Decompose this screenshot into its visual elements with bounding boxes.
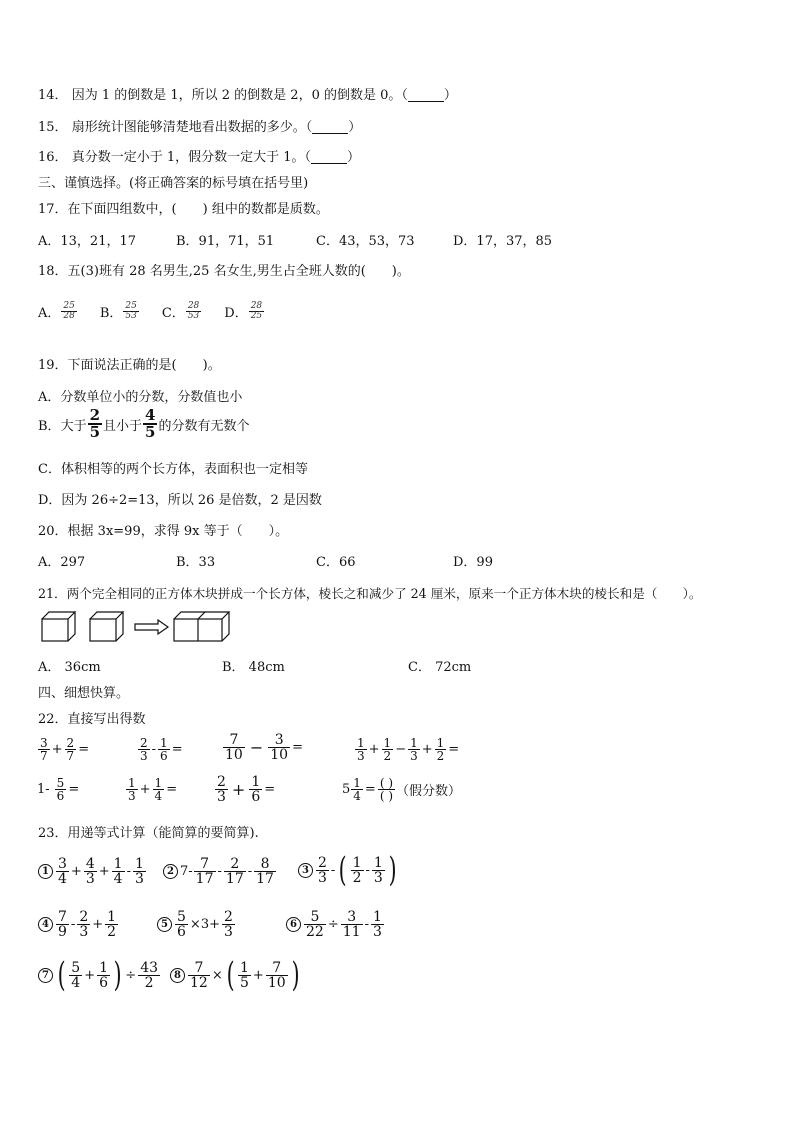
q20-option-a[interactable]: A．297 xyxy=(38,555,86,570)
fraction xyxy=(143,408,157,440)
question-number: 15． xyxy=(38,120,68,135)
q19-option-b[interactable] xyxy=(38,408,249,440)
fraction: $\frac{1}{2}$ xyxy=(107,909,117,940)
q20-option-c[interactable]: C．66 xyxy=(316,555,356,570)
mental-calc-3: $\frac{7}{10}$ − $\frac{3}{10}$ = xyxy=(225,732,303,763)
question-text: 两个完全相同的正方体木块拼成一个长方体，棱长之和减少了 24 厘米，原来一个正方体木块的棱长和是（ ）。 xyxy=(66,586,702,601)
mental-calc-7: $\frac{2}{3}$ + $\frac{1}{6}$ = xyxy=(217,774,276,805)
fraction: $\frac{2}{3}$ xyxy=(79,909,89,940)
question-number: 19． xyxy=(38,358,68,373)
fraction: $\frac{3}{4}$ xyxy=(58,856,67,887)
option-label: A． xyxy=(38,306,61,321)
close-paren: ） xyxy=(347,150,361,165)
option-text: 且小于 xyxy=(103,418,143,434)
q17-option-a[interactable]: A．13，21，17 xyxy=(38,234,137,249)
question-number: 17． xyxy=(38,202,68,217)
question-number: 23． xyxy=(38,826,68,841)
fraction: $\frac{7}{10}$ xyxy=(225,732,243,763)
fraction: $\frac{2}{3}$ xyxy=(223,909,233,940)
question-text: 扇形统计图能够清楚地看出数据的多少。（ xyxy=(71,120,313,135)
fraction: $\frac{1}{3}$ xyxy=(373,854,383,886)
fraction: $\frac{43}{2}$ xyxy=(140,959,159,991)
question-21 xyxy=(38,583,701,602)
numerator: 28 xyxy=(187,301,200,311)
mental-calc-6: $\frac{1}{3}$ + $\frac{1}{4}$ = xyxy=(128,776,178,803)
question-14 xyxy=(38,84,457,103)
cube-icon xyxy=(90,612,123,641)
q21-option-b[interactable]: B． 48cm xyxy=(222,660,285,675)
question-18 xyxy=(38,260,410,279)
fraction: $\frac{8}{17}$ xyxy=(256,856,274,887)
fraction: $\frac{1}{6}$ xyxy=(251,774,261,805)
circled-number: 4 xyxy=(38,917,53,932)
denominator: 53 xyxy=(187,311,200,321)
question-text: 下面说法正确的是( )。 xyxy=(67,358,221,373)
question-text: 真分数一定小于 1，假分数一定大于 1。（ xyxy=(71,150,311,165)
denominator: 5 xyxy=(145,423,156,441)
fraction: $\frac{2}{7}$ xyxy=(66,736,75,763)
question-number: 14． xyxy=(38,88,68,103)
improper-fraction-blank[interactable] xyxy=(378,777,395,802)
fraction: $\frac{7}{12}$ xyxy=(190,959,208,991)
fraction: $\frac{3}{10}$ xyxy=(270,732,289,763)
fraction xyxy=(88,408,102,440)
question-number: 21． xyxy=(38,586,67,601)
q19-option-c[interactable]: C．体积相等的两个长方体，表面积也一定相等 xyxy=(38,462,308,477)
question-text: 根据 3x=99，求得 9x 等于（ ）。 xyxy=(67,524,289,539)
calc-6: 6 $\frac{5}{22}$ ÷ $\frac{3}{11}$ - $\frac{1}{3}$ xyxy=(286,910,385,939)
mental-calc-5: 1- $\frac{5}{6}$ = xyxy=(37,776,80,803)
fraction: $\frac{1}{6}$ xyxy=(99,959,109,991)
calc-4: 4 $\frac{7}{9}$ - $\frac{2}{3}$ + $\frac{1}{2}$ xyxy=(38,910,119,939)
fraction: $\frac{2}{3}$ xyxy=(217,774,226,805)
circled-number: 3 xyxy=(298,863,313,878)
circled-number: 2 xyxy=(163,864,178,879)
denominator: 5 xyxy=(89,423,101,441)
fraction: $\frac{1}{3}$ xyxy=(410,736,418,763)
cube-icon xyxy=(42,612,75,641)
numerator: 25 xyxy=(125,301,137,311)
section-4-heading: 四、细想快算。 xyxy=(38,686,130,701)
fraction: $\frac{7}{9}$ xyxy=(58,909,67,940)
arrow-right-icon xyxy=(135,620,168,634)
question-text: 直接写出得数 xyxy=(67,712,146,727)
question-22 xyxy=(38,708,146,727)
denominator-blank: ( ) xyxy=(379,789,394,803)
fraction: $\frac{1}{4}$ xyxy=(154,776,163,803)
fraction: $\frac{1}{2}$ xyxy=(352,854,362,886)
question-text: 在下面四组数中，( ) 组中的数都是质数。 xyxy=(67,202,329,217)
question-number: 18． xyxy=(38,264,68,279)
question-19 xyxy=(38,354,221,373)
mental-calc-4: $\frac{1}{3}$ + $\frac{1}{2}$ − $\frac{1}{3}$ + $\frac{1}{2}$ = xyxy=(357,736,460,763)
fraction xyxy=(123,302,138,321)
calc-8: 8 $\frac{7}{12}$ × ( $\frac{1}{5}$ + $\frac{7}{10}$ ) xyxy=(170,958,302,992)
question-20 xyxy=(38,520,288,539)
fraction: $\frac{5}{22}$ xyxy=(306,909,324,940)
q19-option-a[interactable]: A．分数单位小的分数，分数值也小 xyxy=(38,390,243,405)
answer-blank[interactable] xyxy=(311,151,347,164)
denominator: 28 xyxy=(63,311,75,321)
answer-blank[interactable] xyxy=(408,89,444,102)
fraction: $\frac{1}{2}$ xyxy=(383,736,392,763)
fraction: $\frac{3}{11}$ xyxy=(342,909,361,940)
mental-calc-1: $\frac{3}{7}$ + $\frac{2}{7}$ = xyxy=(40,736,90,763)
circled-number: 6 xyxy=(286,917,301,932)
calc-5: 5 $\frac{5}{6}$ ×3+ $\frac{2}{3}$ xyxy=(157,910,236,939)
fraction: $\frac{3}{7}$ xyxy=(40,736,48,763)
calc-7: 7 ( $\frac{5}{4}$ + $\frac{1}{6}$ ) ÷ $\frac{43}{2}$ xyxy=(38,958,161,992)
numerator: 2 xyxy=(89,406,101,424)
denominator: 53 xyxy=(125,311,137,321)
mental-calc-8: 5 $\frac{1}{4}$ = $\frac{( )}{( )}$ （假分数） xyxy=(342,776,462,803)
question-16 xyxy=(38,146,360,165)
fraction: $\frac{7}{10}$ xyxy=(267,959,286,991)
option-label: B． xyxy=(38,418,61,434)
calc-3: 3 $\frac{2}{3}$ - ( $\frac{1}{2}$ - $\frac{1}{3}$ ) xyxy=(298,853,399,887)
question-15 xyxy=(38,116,361,135)
fraction xyxy=(186,302,201,321)
option-label: C． xyxy=(161,306,185,321)
circled-number: 5 xyxy=(157,917,172,932)
close-paren: ） xyxy=(348,120,362,135)
cuboid-icon xyxy=(174,612,229,641)
q17-option-c[interactable]: C．43，53，73 xyxy=(316,234,415,249)
fraction: $\frac{7}{17}$ xyxy=(195,856,214,887)
q18-options xyxy=(38,302,265,321)
mental-calc-2: $\frac{2}{3}$ - $\frac{1}{6}$ = xyxy=(140,736,183,763)
q20-option-b[interactable]: B．33 xyxy=(176,555,216,570)
question-number: 16． xyxy=(38,150,68,165)
fraction: $\frac{4}{3}$ xyxy=(85,856,95,887)
q17-option-d[interactable]: D．17，37，85 xyxy=(453,234,553,249)
question-number: 20． xyxy=(38,524,68,539)
circled-number: 8 xyxy=(170,968,185,983)
fraction: $\frac{1}{2}$ xyxy=(436,736,445,763)
question-text: 用递等式计算（能简算的要简算). xyxy=(67,826,259,841)
circled-number: 1 xyxy=(38,864,53,879)
fraction: $\frac{1}{3}$ xyxy=(372,909,382,940)
q17-option-b[interactable]: B．91，71，51 xyxy=(176,234,275,249)
denominator: 25 xyxy=(250,311,263,321)
q18-option-d[interactable] xyxy=(224,302,265,321)
question-23 xyxy=(38,822,259,841)
option-text: 大于 xyxy=(60,418,87,434)
close-paren: ） xyxy=(443,88,457,103)
q18-option-b[interactable] xyxy=(100,302,140,321)
option-text: 的分数有无数个 xyxy=(158,418,250,434)
fraction: $\frac{5}{4}$ xyxy=(71,959,81,991)
question-17 xyxy=(38,198,329,217)
q18-option-a[interactable] xyxy=(38,302,78,321)
fraction: $\frac{2}{17}$ xyxy=(225,856,244,887)
fraction: $\frac{2}{3}$ xyxy=(140,736,148,763)
fraction: $\frac{1}{4}$ xyxy=(353,776,361,803)
fraction: $\frac{5}{6}$ xyxy=(177,909,186,940)
numerator: 25 xyxy=(63,301,75,311)
fraction: $\frac{1}{3}$ xyxy=(357,736,365,763)
q18-option-c[interactable] xyxy=(162,302,202,321)
fraction xyxy=(249,302,264,321)
fraction: $\frac{2}{3}$ xyxy=(318,854,327,886)
fraction: $\frac{5}{6}$ xyxy=(56,776,65,803)
q21-option-c[interactable]: C． 72cm xyxy=(408,660,472,675)
fraction: $\frac{1}{6}$ xyxy=(160,736,168,763)
numerator: 4 xyxy=(145,406,156,424)
question-text: 五(3)班有 28 名男生,25 名女生,男生占全班人数的( )。 xyxy=(67,264,410,279)
calc-2: 2 7- $\frac{7}{17}$ - $\frac{2}{17}$ - $\frac{8}{17}$ xyxy=(163,857,277,886)
numerator: 28 xyxy=(250,301,263,311)
q20-option-d[interactable]: D．99 xyxy=(453,555,493,570)
fraction: $\frac{1}{3}$ xyxy=(128,776,136,803)
fraction xyxy=(61,302,76,321)
numerator-blank: ( ) xyxy=(379,776,394,790)
option-label: B． xyxy=(99,306,123,321)
cube-figure xyxy=(40,610,240,644)
calc-1: 1 $\frac{3}{4}$ + $\frac{4}{3}$ + $\frac{1}{4}$ - $\frac{1}{3}$ xyxy=(38,857,147,886)
option-label: D． xyxy=(224,306,248,321)
question-number: 22． xyxy=(38,712,68,727)
fraction: $\frac{1}{5}$ xyxy=(240,959,249,991)
improper-note: （假分数） xyxy=(396,784,462,799)
fraction: $\frac{1}{3}$ xyxy=(134,856,144,887)
circled-number: 7 xyxy=(38,968,53,983)
q19-option-d[interactable]: D．因为 26÷2=13，所以 26 是倍数，2 是因数 xyxy=(38,493,322,508)
fraction: $\frac{1}{4}$ xyxy=(113,856,123,887)
answer-blank[interactable] xyxy=(312,121,348,134)
question-text: 因为 1 的倒数是 1，所以 2 的倒数是 2，0 的倒数是 0。（ xyxy=(71,88,408,103)
q21-option-a[interactable]: A． 36cm xyxy=(38,660,101,675)
section-3-heading: 三、谨慎选择。(将正确答案的标号填在括号里) xyxy=(38,176,309,191)
